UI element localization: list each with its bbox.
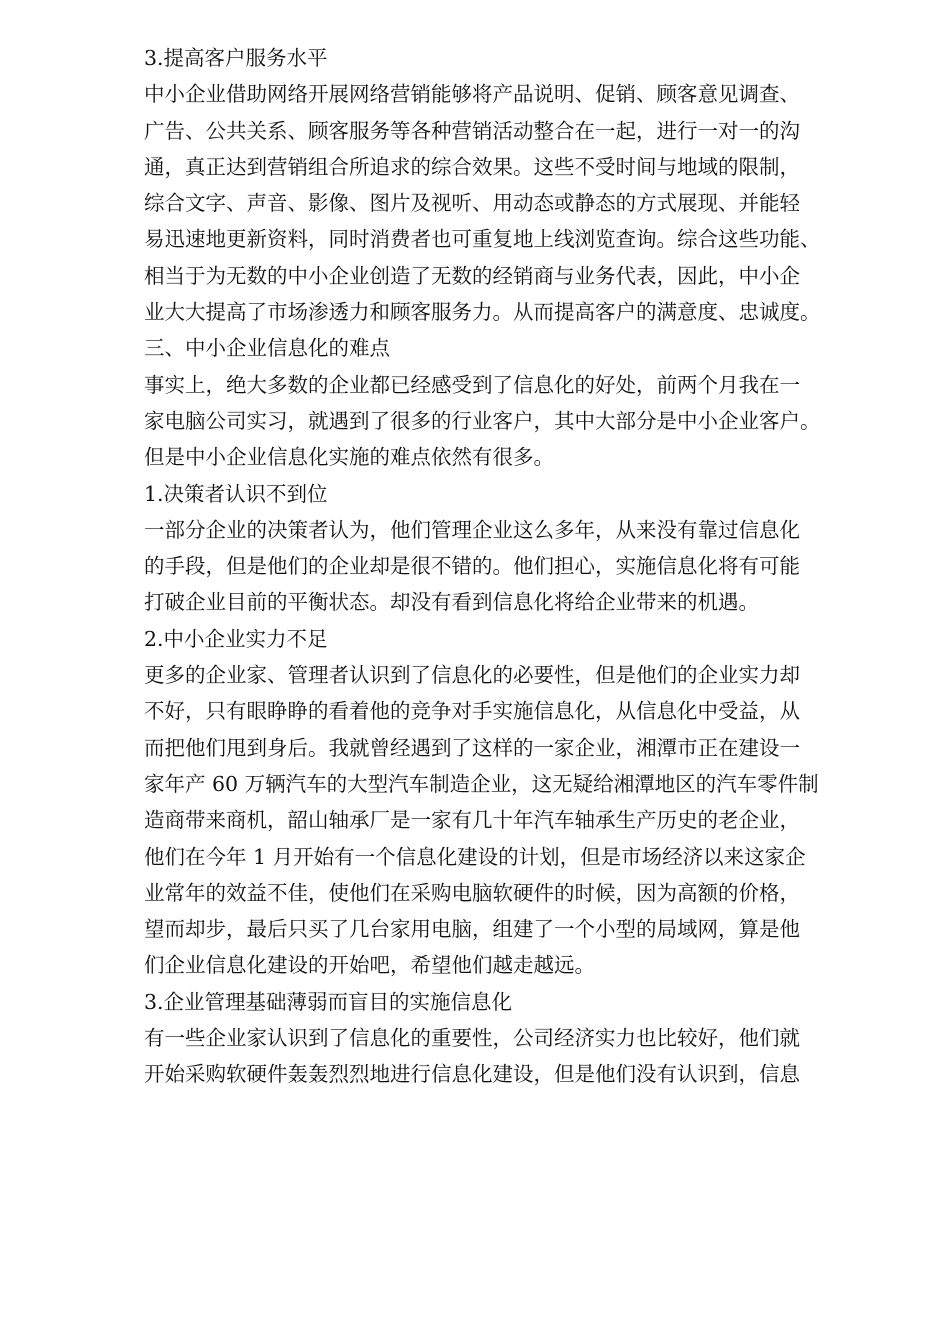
section-heading: 3.企业管理基础薄弱而盲目的实施信息化 (144, 989, 513, 1014)
paragraph-line: 业大大提高了市场渗透力和顾客服务力。从而提高客户的满意度、忠诚度。 (144, 300, 821, 325)
paragraph-line: 不好，只有眼睁睁的看着他的竞争对手实施信息化，从信息化中受益，从 (144, 699, 800, 724)
paragraph-line: 们企业信息化建设的开始吧，希望他们越走越远。 (144, 953, 595, 978)
document-page (144, 40, 884, 1093)
paragraph-line: 而把他们甩到身后。我就曾经遇到了这样的一家企业，湘潭市正在建设一 (144, 735, 800, 760)
paragraph-line: 的手段，但是他们的企业却是很不错的。他们担心，实施信息化将有可能 (144, 554, 800, 579)
paragraph-line: 他们在今年 1 月开始有一个信息化建设的计划，但是市场经济以来这家企 (144, 844, 806, 869)
section-heading: 3.提高客户服务水平 (144, 46, 328, 70)
paragraph-line: 相当于为无数的中小企业创造了无数的经销商与业务代表，因此，中小企 (144, 263, 800, 288)
paragraph-line: 广告、公共关系、顾客服务等各种营销活动整合在一起，进行一对一的沟 (144, 118, 800, 143)
paragraph-line: 综合文字、声音、影像、图片及视听、用动态或静态的方式展现、并能轻 (144, 191, 800, 216)
paragraph-line: 事实上，绝大多数的企业都已经感受到了信息化的好处，前两个月我在一 (144, 372, 800, 397)
paragraph-line: 造商带来商机，韶山轴承厂是一家有几十年汽车轴承生产历史的老企业， (144, 808, 800, 833)
section-heading: 2.中小企业实力不足 (144, 626, 328, 651)
section-heading: 1.决策者认识不到位 (144, 481, 328, 506)
paragraph-line: 一部分企业的决策者认为，他们管理企业这么多年，从来没有靠过信息化 (144, 517, 800, 542)
section-heading: 三、中小企业信息化的难点 (144, 336, 390, 361)
paragraph-line: 家年产 60 万辆汽车的大型汽车制造企业，这无疑给湘潭地区的汽车零件制 (144, 771, 819, 796)
paragraph-line: 但是中小企业信息化实施的难点依然有很多。 (144, 445, 554, 470)
paragraph-line: 更多的企业家、管理者认识到了信息化的必要性，但是他们的企业实力却 (144, 663, 800, 688)
paragraph-line: 中小企业借助网络开展网络营销能够将产品说明、促销、顾客意见调查、 (144, 82, 800, 107)
paragraph-line: 有一些企业家认识到了信息化的重要性，公司经济实力也比较好，他们就 (144, 1026, 800, 1051)
paragraph-line: 打破企业目前的平衡状态。却没有看到信息化将给企业带来的机遇。 (144, 590, 759, 615)
paragraph-line: 望而却步，最后只买了几台家用电脑，组建了一个小型的局域网，算是他 (144, 917, 800, 942)
paragraph-line: 开始采购软硬件轰轰烈烈地进行信息化建设，但是他们没有认识到，信息 (144, 1062, 800, 1087)
paragraph-line: 通，真正达到营销组合所追求的综合效果。这些不受时间与地域的限制， (144, 154, 800, 179)
paragraph-line: 家电脑公司实习，就遇到了很多的行业客户，其中大部分是中小企业客户。 (144, 408, 821, 433)
paragraph-line: 业常年的效益不佳，使他们在采购电脑软硬件的时候，因为高额的价格， (144, 880, 800, 905)
paragraph-line: 易迅速地更新资料，同时消费者也可重复地上线浏览查询。综合这些功能、 (144, 227, 821, 252)
